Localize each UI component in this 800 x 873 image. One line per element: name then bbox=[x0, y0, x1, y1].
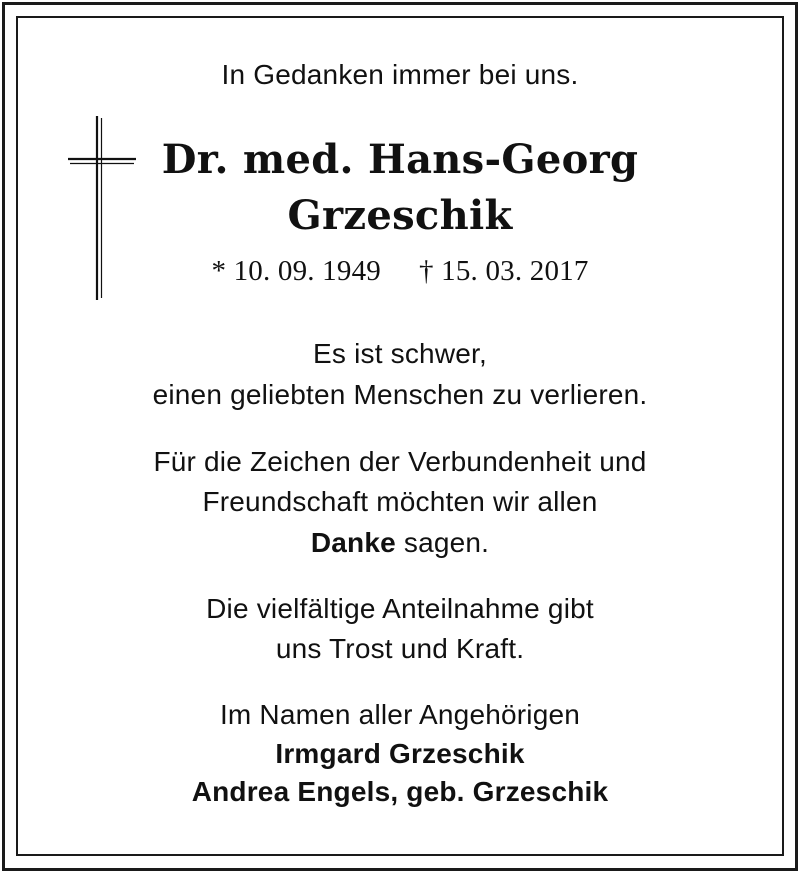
comfort-line-1: Die vielfältige Anteilnahme gibt bbox=[206, 593, 594, 624]
thanks-line-3 bbox=[0, 526, 800, 560]
opening-line: In Gedanken immer bei uns. bbox=[221, 59, 579, 90]
deceased-name-line-2: Grzeschik bbox=[287, 192, 513, 239]
signature-name-1: Irmgard Grzeschik bbox=[275, 738, 525, 769]
signature-name-2: Andrea Engels, geb. Grzeschik bbox=[191, 776, 609, 807]
birth-date: * 10. 09. 1949 bbox=[211, 255, 381, 287]
thanks-line-3-rest: sagen. bbox=[395, 527, 490, 558]
deceased-name-line-1: Dr. med. Hans-Georg bbox=[161, 136, 639, 183]
thanks-line-2: Freundschaft möchten wir allen bbox=[202, 486, 598, 517]
thanks-line-1: Für die Zeichen der Verbundenheit und bbox=[153, 446, 647, 477]
life-dates bbox=[0, 254, 800, 288]
thanks-bold-word: Danke bbox=[310, 527, 396, 558]
signature-intro: Im Namen aller Angehörigen bbox=[219, 699, 581, 730]
verse-line-1: Es ist schwer, bbox=[313, 338, 487, 369]
verse-line-2: einen geliebten Menschen zu verlieren. bbox=[152, 379, 648, 410]
comfort-line-2: uns Trost und Kraft. bbox=[275, 633, 525, 664]
death-date: † 15. 03. 2017 bbox=[419, 255, 589, 287]
